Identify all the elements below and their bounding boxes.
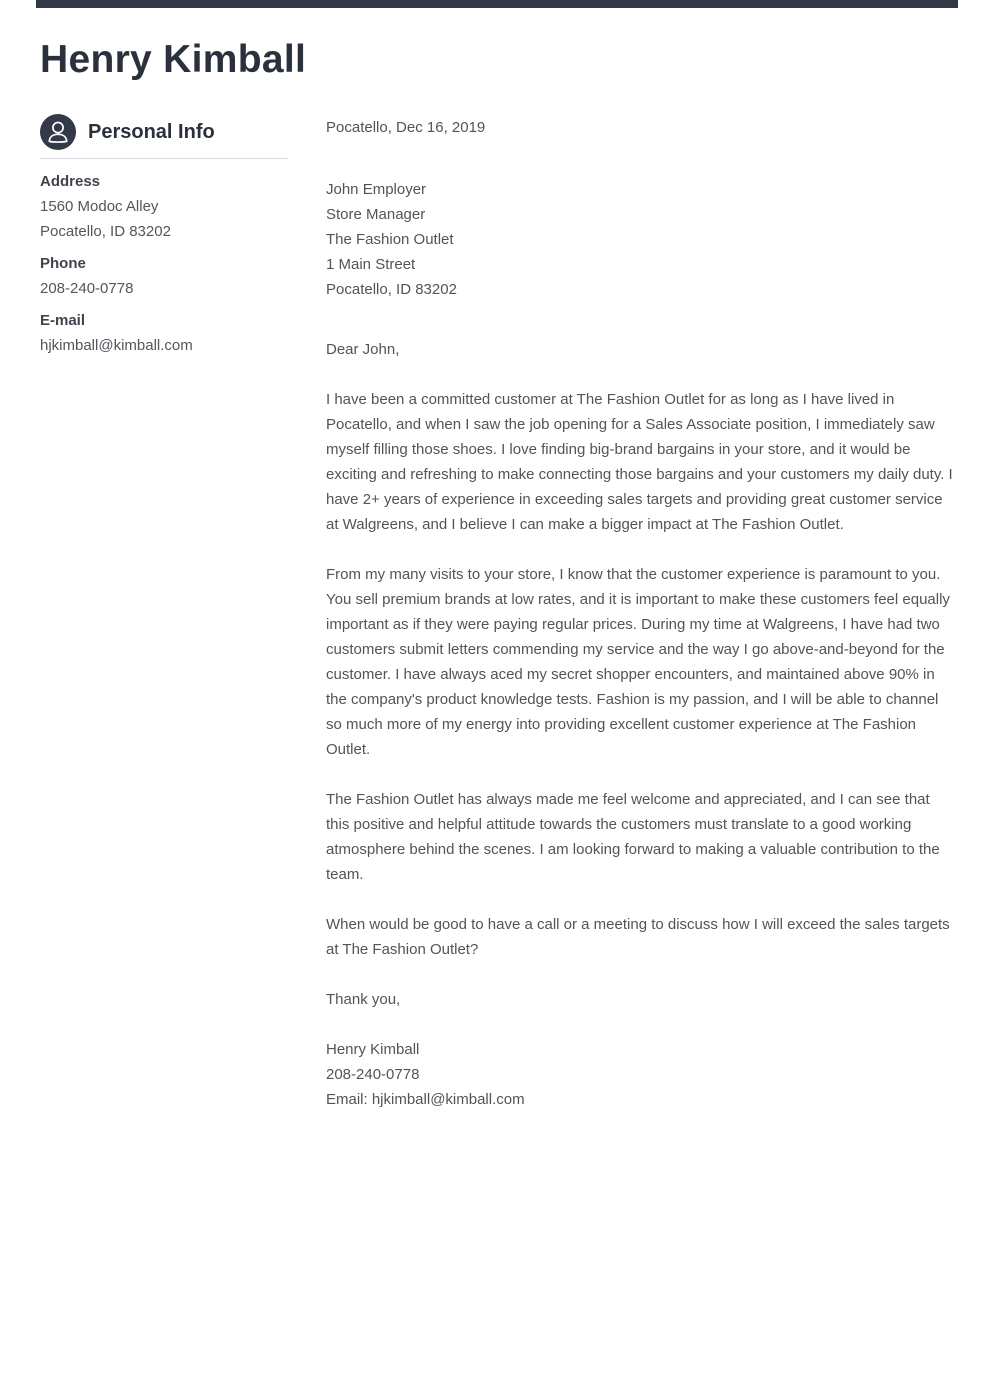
letter-paragraph-3: The Fashion Outlet has always made me feel welcome and appreciated, and I can see that this positive and helpful attitude towards the customers must translate to a good working atmosphere behind the scenes. I am looking forward to making a valuable contribution to the team. — [326, 791, 940, 883]
letter-paragraph-1: I have been a committed customer at The Fashion Outlet for as long as I have lived in Pocatello, and when I saw the job opening for a Sales Associate position, I immediately saw myself filling those shoes. I love finding big-brand bargains in your store, and it would be exciting and refreshing to make connecting those bargains and your customers my daily duty. I have 2+ years of experience in exceeding sales targets and providing great customer service at Walgreens, and I believe I can make a bigger impact at The Fashion Outlet. — [326, 391, 953, 533]
address-section — [40, 169, 288, 244]
closing: Thank you, — [326, 991, 401, 1008]
phone-value: 208-240-0778 — [40, 280, 134, 297]
personal-info-title: Personal Info — [88, 120, 215, 143]
email-value: hjkimball@kimball.com — [40, 337, 193, 354]
recipient-title: Store Manager — [326, 206, 426, 223]
phone-section — [40, 251, 288, 301]
salutation: Dear John, — [326, 341, 400, 358]
signature-email: Email: hjkimball@kimball.com — [326, 1091, 525, 1108]
address-label: Address — [40, 173, 101, 190]
recipient-name: John Employer — [326, 181, 427, 198]
letter-date: Pocatello, Dec 16, 2019 — [326, 119, 486, 136]
address-line-2: Pocatello, ID 83202 — [40, 223, 171, 240]
letter-paragraph-2: From my many visits to your store, I know that the customer experience is paramount to you. You sell premium brands at low rates, and it is important to make these customers feel equally important as if they were paying regular prices. During my time at Walgreens, I have had two customers submit letters commending my service and the way I go above-and-beyond for the customer. I have always aced my secret shopper encounters, and maintained above 90% in the company's product knowledge tests. Fashion is my passion, and I will be able to channel so much more of my energy into providing excellent customer experience at The Fashion Outlet. — [326, 566, 950, 758]
top-accent-bar — [36, 0, 958, 8]
phone-label: Phone — [40, 255, 86, 272]
recipient-block — [326, 177, 954, 302]
signature-block — [326, 1037, 954, 1112]
signature-name: Henry Kimball — [326, 1041, 420, 1058]
personal-info-header — [40, 114, 288, 150]
person-icon — [40, 114, 76, 150]
recipient-street: 1 Main Street — [326, 256, 416, 273]
recipient-company: The Fashion Outlet — [326, 231, 454, 248]
address-line-1: 1560 Modoc Alley — [40, 198, 159, 215]
sidebar-divider — [40, 158, 288, 159]
sidebar — [40, 114, 288, 365]
signature-phone: 208-240-0778 — [326, 1066, 420, 1083]
letter-paragraph-4: When would be good to have a call or a meeting to discuss how I will exceed the sales targets at The Fashion Outlet? — [326, 916, 950, 958]
email-label: E-mail — [40, 312, 86, 329]
recipient-city: Pocatello, ID 83202 — [326, 281, 457, 298]
letter-body — [326, 115, 954, 1112]
email-section — [40, 308, 288, 358]
page-title: Henry Kimball — [40, 38, 307, 81]
